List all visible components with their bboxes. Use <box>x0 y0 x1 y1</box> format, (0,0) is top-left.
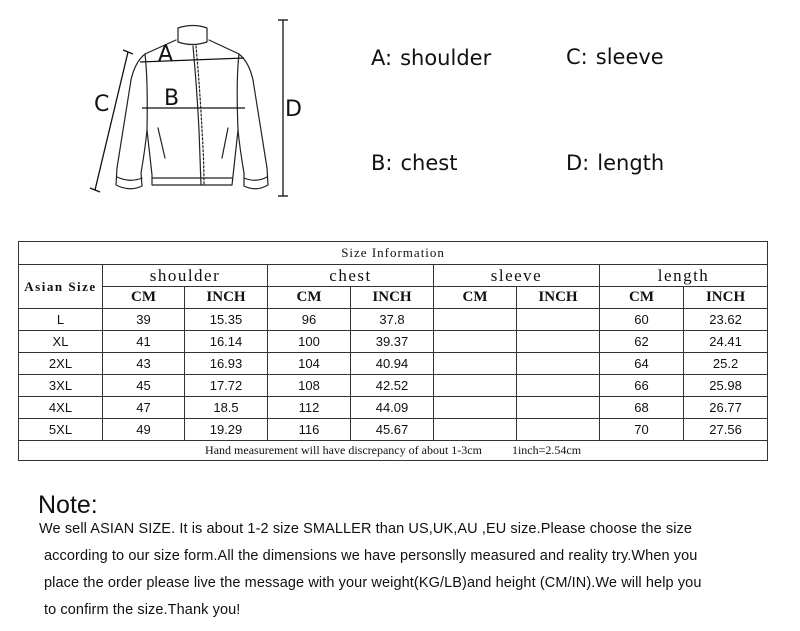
measure-line-shoulder <box>140 58 244 62</box>
table-cell: 42.52 <box>351 375 434 397</box>
table-cell: 112 <box>268 397 351 419</box>
table-cell: 60 <box>600 309 684 331</box>
unit-header: INCH <box>185 287 268 309</box>
size-table <box>18 241 768 461</box>
legend-text: length <box>597 151 665 175</box>
table-cell: 49 <box>103 419 185 441</box>
table-cell <box>434 419 517 441</box>
size-cell: 5XL <box>19 419 103 441</box>
diagram-label-d: D <box>285 97 302 122</box>
table-cell: 41 <box>103 331 185 353</box>
table-cell: 100 <box>268 331 351 353</box>
table-cell: 66 <box>600 375 684 397</box>
table-cell <box>434 397 517 419</box>
row-header-asian-size: Asian Size <box>19 265 103 309</box>
table-cell <box>434 375 517 397</box>
table-row <box>19 375 768 397</box>
table-cell: 45 <box>103 375 185 397</box>
table-cell: 43 <box>103 353 185 375</box>
table-cell <box>434 309 517 331</box>
table-cell: 26.77 <box>684 397 768 419</box>
table-cell <box>517 397 600 419</box>
table-cell <box>517 353 600 375</box>
table-cell: 104 <box>268 353 351 375</box>
table-cell: 16.14 <box>185 331 268 353</box>
table-cell <box>517 375 600 397</box>
unit-header: CM <box>103 287 185 309</box>
table-cell: 108 <box>268 375 351 397</box>
table-cell: 64 <box>600 353 684 375</box>
table-cell: 39.37 <box>351 331 434 353</box>
diagram-label-c: C <box>94 92 110 117</box>
table-cell: 23.62 <box>684 309 768 331</box>
legend-key: A: <box>371 46 393 70</box>
table-cell: 62 <box>600 331 684 353</box>
table-cell: 25.98 <box>684 375 768 397</box>
table-cell <box>517 309 600 331</box>
legend-text: chest <box>400 151 458 175</box>
size-cell: 4XL <box>19 397 103 419</box>
table-cell: 70 <box>600 419 684 441</box>
note-line: to confirm the size.Thank you! <box>44 602 241 618</box>
table-cell: 16.93 <box>185 353 268 375</box>
table-cell: 47 <box>103 397 185 419</box>
note-line: We sell ASIAN SIZE. It is about 1-2 size SMALLER than US,UK,AU ,EU size.Please choose the size <box>39 521 693 537</box>
note-line: place the order please live the message with your weight(KG/LB)and height (CM/IN).We will help you <box>44 575 702 591</box>
jacket-pocket-right <box>222 128 228 158</box>
table-row <box>19 309 768 331</box>
jacket-body <box>116 40 268 189</box>
unit-header: INCH <box>517 287 600 309</box>
unit-header: CM <box>600 287 684 309</box>
table-cell: 15.35 <box>185 309 268 331</box>
table-footer: Hand measurement will have discrepancy of about 1-3cm 1inch=2.54cm <box>19 441 768 461</box>
table-cell: 44.09 <box>351 397 434 419</box>
diagram-label-a: A <box>158 42 174 67</box>
jacket-zipper <box>193 46 201 185</box>
legend-key: D: <box>566 151 590 175</box>
table-cell <box>434 331 517 353</box>
note-title: Note: <box>38 491 98 519</box>
table-cell: 18.5 <box>185 397 268 419</box>
legend-sleeve <box>566 45 664 69</box>
legend-key: C: <box>566 45 588 69</box>
table-row <box>19 419 768 441</box>
table-cell: 27.56 <box>684 419 768 441</box>
unit-header: INCH <box>351 287 434 309</box>
table-row <box>19 331 768 353</box>
table-cell: 25.2 <box>684 353 768 375</box>
table-cell: 39 <box>103 309 185 331</box>
group-header-chest: chest <box>268 265 434 287</box>
size-cell: 2XL <box>19 353 103 375</box>
table-cell <box>517 419 600 441</box>
jacket-collar <box>178 26 207 45</box>
table-cell: 116 <box>268 419 351 441</box>
table-cell: 40.94 <box>351 353 434 375</box>
group-header-sleeve: sleeve <box>434 265 600 287</box>
table-cell: 68 <box>600 397 684 419</box>
unit-header: CM <box>434 287 517 309</box>
table-cell: 24.41 <box>684 331 768 353</box>
legend-text: shoulder <box>400 46 492 70</box>
size-cell: 3XL <box>19 375 103 397</box>
table-cell: 17.72 <box>185 375 268 397</box>
legend-text: sleeve <box>595 45 664 69</box>
table-cell: 37.8 <box>351 309 434 331</box>
table-row <box>19 353 768 375</box>
group-header-length: length <box>600 265 768 287</box>
table-cell <box>517 331 600 353</box>
table-title: Size Information <box>19 242 768 265</box>
group-header-shoulder: shoulder <box>103 265 268 287</box>
legend-shoulder <box>371 46 491 70</box>
measure-line-sleeve <box>95 52 128 190</box>
table-cell <box>434 353 517 375</box>
size-cell: L <box>19 309 103 331</box>
unit-header: CM <box>268 287 351 309</box>
table-cell: 45.67 <box>351 419 434 441</box>
legend-chest <box>371 151 457 175</box>
jacket-pocket-left <box>158 128 165 158</box>
diagram-label-b: B <box>164 86 180 111</box>
note-line: according to our size form.All the dimensions we have personslly measured and reality try.When you <box>44 548 698 564</box>
table-cell: 19.29 <box>185 419 268 441</box>
size-cell: XL <box>19 331 103 353</box>
unit-header: INCH <box>684 287 768 309</box>
legend-length <box>566 151 664 175</box>
table-row <box>19 397 768 419</box>
table-cell: 96 <box>268 309 351 331</box>
jacket-diagram <box>0 0 320 205</box>
legend-key: B: <box>371 151 393 175</box>
